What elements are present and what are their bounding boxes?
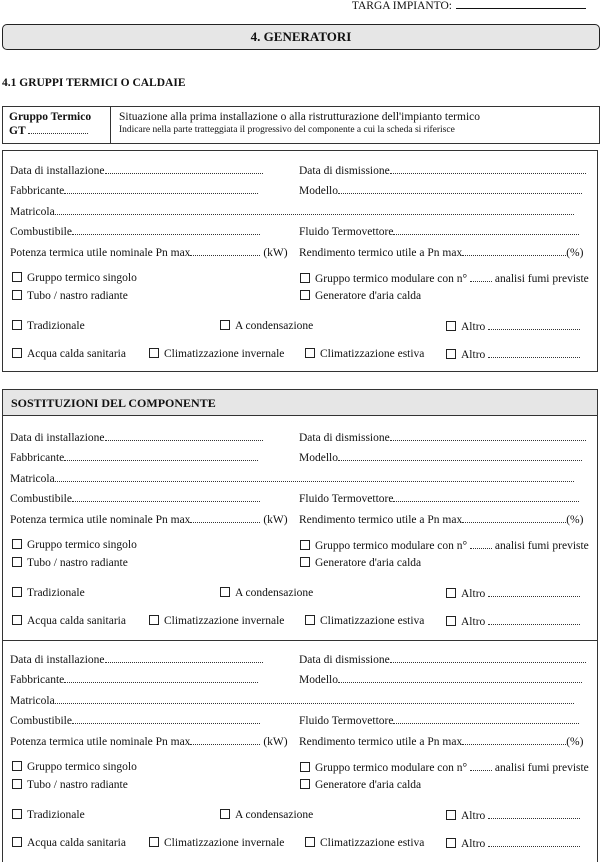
- label-altro: Altro: [461, 810, 486, 822]
- label-acqua: Acqua calda sanitaria: [27, 348, 126, 360]
- field-fabbricante[interactable]: [64, 451, 258, 461]
- gt-header: [2, 106, 600, 144]
- checkbox-estiva[interactable]: [305, 837, 315, 847]
- unit-kw: (kW): [263, 736, 288, 748]
- label-singolo: Gruppo termico singolo: [27, 272, 137, 284]
- checkbox-singolo[interactable]: [12, 539, 22, 549]
- label-condensazione: A condensazione: [235, 320, 314, 332]
- checkbox-generatore[interactable]: [300, 779, 310, 789]
- label-matricola: Matricola: [10, 206, 55, 218]
- label-data-dismissione: Data di dismissione: [299, 654, 390, 666]
- label-tradizionale: Tradizionale: [27, 587, 85, 599]
- label-altro: Altro: [461, 588, 486, 600]
- label-data-dismissione: Data di dismissione: [299, 432, 390, 444]
- field-fluido[interactable]: [393, 225, 579, 235]
- field-modulare-n[interactable]: [470, 539, 492, 549]
- label-modello: Modello: [299, 674, 338, 686]
- gt-label-cell: [3, 107, 111, 143]
- label-analisi: analisi fumi previste: [494, 273, 589, 285]
- label-combustibile: Combustibile: [10, 226, 72, 238]
- checkbox-condensazione[interactable]: [220, 320, 230, 330]
- label-matricola: Matricola: [10, 695, 55, 707]
- checkbox-invernale[interactable]: [149, 615, 159, 625]
- label-combustibile: Combustibile: [10, 715, 72, 727]
- label-tubo: Tubo / nastro radiante: [27, 779, 128, 791]
- checkbox-singolo[interactable]: [12, 272, 22, 282]
- field-fabbricante[interactable]: [64, 184, 258, 194]
- field-data-dismissione[interactable]: [390, 431, 586, 441]
- unit-kw: (kW): [263, 247, 288, 259]
- checkbox-altro-1[interactable]: [446, 588, 456, 598]
- targa-field[interactable]: [456, 0, 586, 9]
- field-altro-1[interactable]: [488, 587, 580, 597]
- label-generatore: Generatore d'aria calda: [315, 779, 422, 791]
- field-altro-1[interactable]: [488, 320, 580, 330]
- label-condensazione: A condensazione: [235, 587, 314, 599]
- gt-code: GT: [9, 125, 26, 137]
- label-acqua: Acqua calda sanitaria: [27, 615, 126, 627]
- unit-percent: (%): [566, 736, 584, 748]
- label-combustibile: Combustibile: [10, 493, 72, 505]
- gt-number-field[interactable]: [28, 124, 88, 134]
- field-matricola[interactable]: [55, 205, 574, 215]
- gt-description: Situazione alla prima installazione o alla ristrutturazione dell'impianto termico: [119, 111, 481, 123]
- label-fluido: Fluido Termovettore: [299, 715, 394, 727]
- field-altro-2[interactable]: [488, 615, 580, 625]
- checkbox-generatore[interactable]: [300, 290, 310, 300]
- checkbox-tradizionale[interactable]: [12, 809, 22, 819]
- checkbox-condensazione[interactable]: [220, 587, 230, 597]
- gt-description-cell: [111, 107, 488, 143]
- field-combustibile[interactable]: [72, 714, 260, 724]
- label-modulare: Gruppo termico modulare con n°: [315, 273, 468, 285]
- gt-label: Gruppo Termico: [9, 111, 92, 123]
- label-fabbricante: Fabbricante: [10, 185, 65, 197]
- field-modulare-n[interactable]: [470, 272, 492, 282]
- checkbox-tradizionale[interactable]: [12, 587, 22, 597]
- label-rendimento: Rendimento termico utile a Pn max: [299, 736, 463, 748]
- label-fluido: Fluido Termovettore: [299, 493, 394, 505]
- label-fabbricante: Fabbricante: [10, 674, 65, 686]
- checkbox-tubo[interactable]: [12, 779, 22, 789]
- block-separator: [2, 640, 598, 641]
- field-modello[interactable]: [338, 673, 582, 683]
- field-matricola[interactable]: [55, 472, 574, 482]
- label-potenza: Potenza termica utile nominale Pn max: [10, 247, 191, 259]
- checkbox-altro-1[interactable]: [446, 321, 456, 331]
- targa-label: TARGA IMPIANTO:: [351, 0, 452, 12]
- label-tubo: Tubo / nastro radiante: [27, 290, 128, 302]
- field-modello[interactable]: [338, 184, 582, 194]
- label-altro: Altro: [461, 616, 486, 628]
- gt-number-row: [9, 124, 104, 138]
- unit-percent: (%): [566, 247, 584, 259]
- label-invernale: Climatizzazione invernale: [164, 615, 285, 627]
- checkbox-modulare[interactable]: [300, 540, 310, 550]
- label-modulare: Gruppo termico modulare con n°: [315, 762, 468, 774]
- field-altro-1[interactable]: [488, 809, 580, 819]
- page-title: 4. GENERATORI: [2, 24, 600, 50]
- label-data-installazione: Data di installazione: [10, 654, 105, 666]
- checkbox-altro-2[interactable]: [446, 616, 456, 626]
- field-fabbricante[interactable]: [64, 673, 258, 683]
- label-altro: Altro: [461, 349, 486, 361]
- label-invernale: Climatizzazione invernale: [164, 348, 285, 360]
- label-tradizionale: Tradizionale: [27, 809, 85, 821]
- label-generatore: Generatore d'aria calda: [315, 290, 422, 302]
- label-fabbricante: Fabbricante: [10, 452, 65, 464]
- label-fluido: Fluido Termovettore: [299, 226, 394, 238]
- label-estiva: Climatizzazione estiva: [320, 615, 425, 627]
- field-data-installazione[interactable]: [105, 164, 263, 174]
- sostituzioni-header: SOSTITUZIONI DEL COMPONENTE: [2, 389, 598, 416]
- checkbox-modulare[interactable]: [300, 273, 310, 283]
- field-data-dismissione[interactable]: [390, 164, 586, 174]
- checkbox-altro-1[interactable]: [446, 810, 456, 820]
- label-singolo: Gruppo termico singolo: [27, 761, 137, 773]
- field-combustibile[interactable]: [72, 492, 260, 502]
- checkbox-singolo[interactable]: [12, 761, 22, 771]
- checkbox-estiva[interactable]: [305, 348, 315, 358]
- label-matricola: Matricola: [10, 473, 55, 485]
- field-altro-2[interactable]: [488, 837, 580, 847]
- label-modulare: Gruppo termico modulare con n°: [315, 540, 468, 552]
- field-fluido[interactable]: [393, 714, 579, 724]
- checkbox-estiva[interactable]: [305, 615, 315, 625]
- field-potenza[interactable]: [190, 246, 260, 256]
- checkbox-invernale[interactable]: [149, 348, 159, 358]
- field-data-installazione[interactable]: [105, 431, 263, 441]
- checkbox-generatore[interactable]: [300, 557, 310, 567]
- label-data-installazione: Data di installazione: [10, 432, 105, 444]
- field-modello[interactable]: [338, 451, 582, 461]
- gt-note: Indicare nella parte tratteggiata il progressivo del componente a cui la scheda si riferisce: [119, 125, 455, 135]
- unit-percent: (%): [566, 514, 584, 526]
- checkbox-condensazione[interactable]: [220, 809, 230, 819]
- label-altro: Altro: [461, 838, 486, 850]
- targa-impianto: [352, 0, 586, 12]
- label-rendimento: Rendimento termico utile a Pn max: [299, 514, 463, 526]
- field-modulare-n[interactable]: [470, 761, 492, 771]
- label-analisi: analisi fumi previste: [494, 540, 589, 552]
- checkbox-acqua[interactable]: [12, 837, 22, 847]
- field-altro-2[interactable]: [488, 348, 580, 358]
- unit-kw: (kW): [263, 514, 288, 526]
- label-tradizionale: Tradizionale: [27, 320, 85, 332]
- section-title: 4.1 GRUPPI TERMICI O CALDAIE: [2, 77, 186, 89]
- label-singolo: Gruppo termico singolo: [27, 539, 137, 551]
- checkbox-invernale[interactable]: [149, 837, 159, 847]
- label-potenza: Potenza termica utile nominale Pn max: [10, 736, 191, 748]
- field-rendimento[interactable]: [462, 735, 566, 745]
- field-potenza[interactable]: [190, 735, 260, 745]
- checkbox-tubo[interactable]: [12, 557, 22, 567]
- field-data-installazione[interactable]: [105, 653, 263, 663]
- field-potenza[interactable]: [190, 513, 260, 523]
- label-data-installazione: Data di installazione: [10, 165, 105, 177]
- label-estiva: Climatizzazione estiva: [320, 348, 425, 360]
- label-acqua: Acqua calda sanitaria: [27, 837, 126, 849]
- checkbox-altro-2[interactable]: [446, 838, 456, 848]
- field-matricola[interactable]: [55, 694, 574, 704]
- checkbox-acqua[interactable]: [12, 348, 22, 358]
- field-data-dismissione[interactable]: [390, 653, 586, 663]
- label-invernale: Climatizzazione invernale: [164, 837, 285, 849]
- checkbox-acqua[interactable]: [12, 615, 22, 625]
- field-rendimento[interactable]: [462, 246, 566, 256]
- label-tubo: Tubo / nastro radiante: [27, 557, 128, 569]
- label-estiva: Climatizzazione estiva: [320, 837, 425, 849]
- label-generatore: Generatore d'aria calda: [315, 557, 422, 569]
- label-modello: Modello: [299, 452, 338, 464]
- label-condensazione: A condensazione: [235, 809, 314, 821]
- field-combustibile[interactable]: [72, 225, 260, 235]
- label-rendimento: Rendimento termico utile a Pn max: [299, 247, 463, 259]
- label-potenza: Potenza termica utile nominale Pn max: [10, 514, 191, 526]
- checkbox-modulare[interactable]: [300, 762, 310, 772]
- label-data-dismissione: Data di dismissione: [299, 165, 390, 177]
- checkbox-tubo[interactable]: [12, 290, 22, 300]
- checkbox-altro-2[interactable]: [446, 349, 456, 359]
- checkbox-tradizionale[interactable]: [12, 320, 22, 330]
- label-analisi: analisi fumi previste: [494, 762, 589, 774]
- field-rendimento[interactable]: [462, 513, 566, 523]
- label-modello: Modello: [299, 185, 338, 197]
- field-fluido[interactable]: [393, 492, 579, 502]
- label-altro: Altro: [461, 321, 486, 333]
